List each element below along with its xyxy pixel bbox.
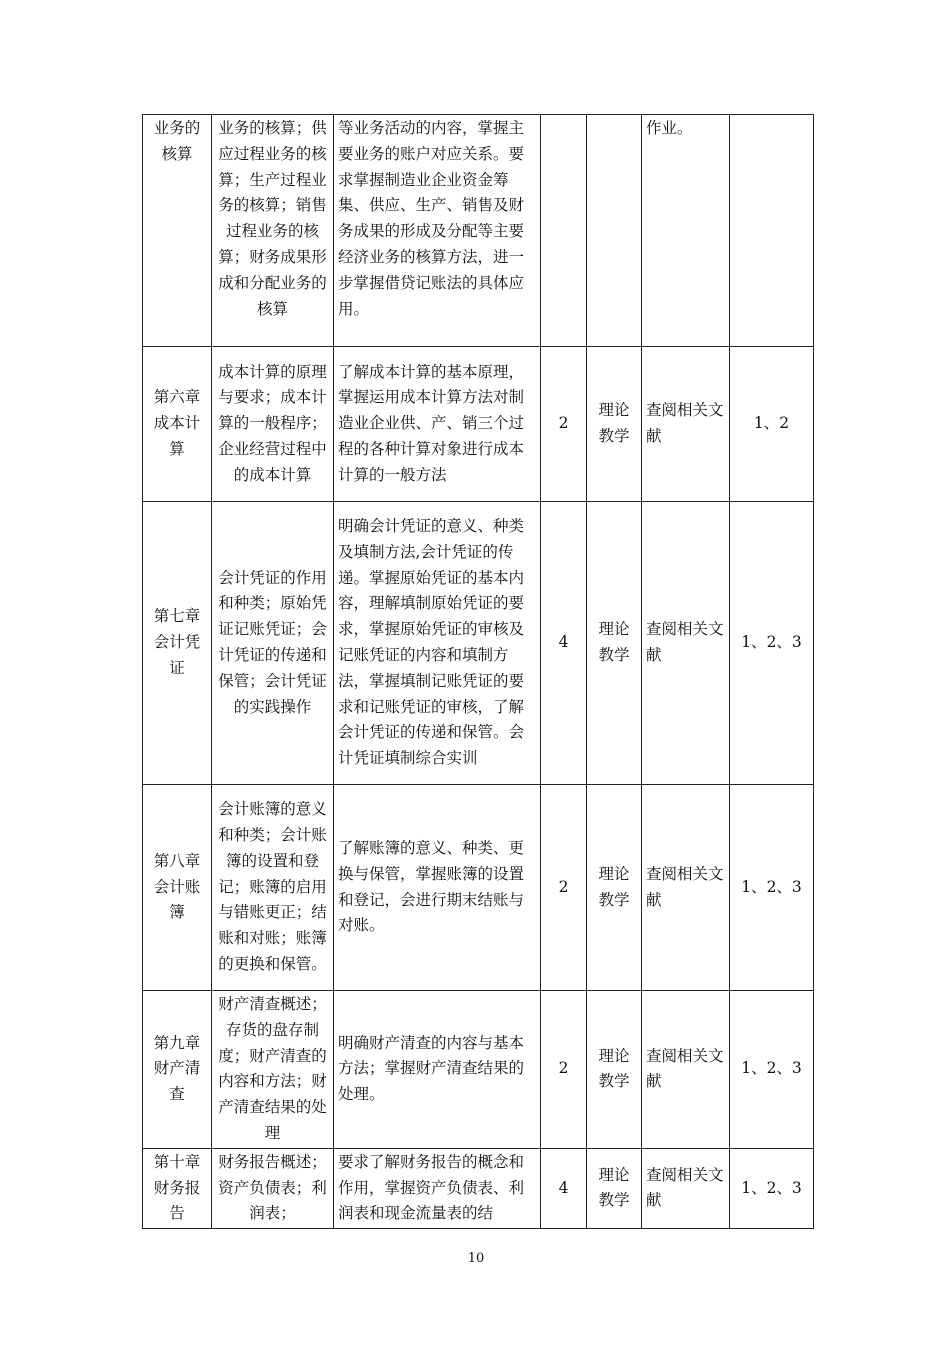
table-row: [143, 347, 814, 502]
table-row: [143, 115, 814, 347]
goals-cell: 1、2: [730, 347, 814, 502]
course-schedule-table: [142, 114, 814, 1229]
goals-cell: 1、2、3: [730, 785, 814, 991]
content-cell: 财务报告概述；资产负债表；利润表；: [212, 1148, 334, 1228]
homework-cell: 作业。: [642, 115, 730, 347]
requirement-cell: 明确会计凭证的意义、种类及填制方法,会计凭证的传递。掌握原始凭证的基本内容，理解填制原始凭证的要求，掌握原始凭证的审核及记账凭证的内容和填制方法，掌握填制记账凭证的要求和记账凭证的审核，了解会计凭证的传递和保管。会计凭证填制综合实训: [334, 502, 541, 785]
content-cell: 财产清查概述；存货的盘存制度；财产清查的内容和方法；财产清查结果的处理: [212, 991, 334, 1149]
method-cell: 理论教学: [587, 502, 642, 785]
table-row: [143, 502, 814, 785]
chapter-cell: 第七章会计凭证: [143, 502, 212, 785]
goals-cell: 1、2、3: [730, 502, 814, 785]
goals-cell: [730, 115, 814, 347]
chapter-cell: 第六章成本计算: [143, 347, 212, 502]
page-number: 10: [467, 1251, 485, 1266]
table-row: [143, 991, 814, 1149]
hours-cell: 4: [541, 502, 587, 785]
requirement-cell: 等业务活动的内容，掌握主要业务的账户对应关系。要求掌握制造业企业资金筹集、供应、生产、销售及财务成果的形成及分配等主要经济业务的核算方法，进一步掌握借贷记账法的具体应用。: [334, 115, 541, 347]
requirement-cell: 了解成本计算的基本原理，掌握运用成本计算方法对制造业企业供、产、销三个过程的各种计算对象进行成本计算的一般方法: [334, 347, 541, 502]
content-cell: 会计凭证的作用和种类；原始凭证记账凭证；会计凭证的传递和保管；会计凭证的实践操作: [212, 502, 334, 785]
method-cell: 理论教学: [587, 991, 642, 1149]
table-row: [143, 1148, 814, 1228]
content-cell: 成本计算的原理与要求；成本计算的一般程序；企业经营过程中的成本计算: [212, 347, 334, 502]
table-row: [143, 785, 814, 991]
chapter-cell: 第八章会计账簿: [143, 785, 212, 991]
homework-cell: 查阅相关文献: [642, 785, 730, 991]
hours-cell: [541, 115, 587, 347]
method-cell: 理论教学: [587, 347, 642, 502]
homework-cell: 查阅相关文献: [642, 991, 730, 1149]
chapter-cell: 业务的核算: [143, 115, 212, 347]
method-cell: [587, 115, 642, 347]
goals-cell: 1、2、3: [730, 991, 814, 1149]
goals-cell: 1、2、3: [730, 1148, 814, 1228]
chapter-cell: 第十章财务报告: [143, 1148, 212, 1228]
content-cell: 业务的核算；供应过程业务的核算；生产过程业务的核算；销售过程业务的核算；财务成果形成和分配业务的核算: [212, 115, 334, 347]
hours-cell: 2: [541, 347, 587, 502]
requirement-cell: 明确财产清查的内容与基本方法；掌握财产清查结果的处理。: [334, 991, 541, 1149]
content-cell: 会计账簿的意义和种类；会计账簿的设置和登记；账簿的启用与错账更正；结账和对账；账簿的更换和保管。: [212, 785, 334, 991]
homework-cell: 查阅相关文献: [642, 1148, 730, 1228]
requirement-cell: 要求了解财务报告的概念和作用，掌握资产负债表、利润表和现金流量表的结: [334, 1148, 541, 1228]
hours-cell: 2: [541, 991, 587, 1149]
homework-cell: 查阅相关文献: [642, 502, 730, 785]
homework-cell: 查阅相关文献: [642, 347, 730, 502]
method-cell: 理论教学: [587, 1148, 642, 1228]
chapter-cell: 第九章财产清查: [143, 991, 212, 1149]
method-cell: 理论教学: [587, 785, 642, 991]
hours-cell: 2: [541, 785, 587, 991]
hours-cell: 4: [541, 1148, 587, 1228]
requirement-cell: 了解账簿的意义、种类、更换与保管，掌握账簿的设置和登记，会进行期末结账与对账。: [334, 785, 541, 991]
